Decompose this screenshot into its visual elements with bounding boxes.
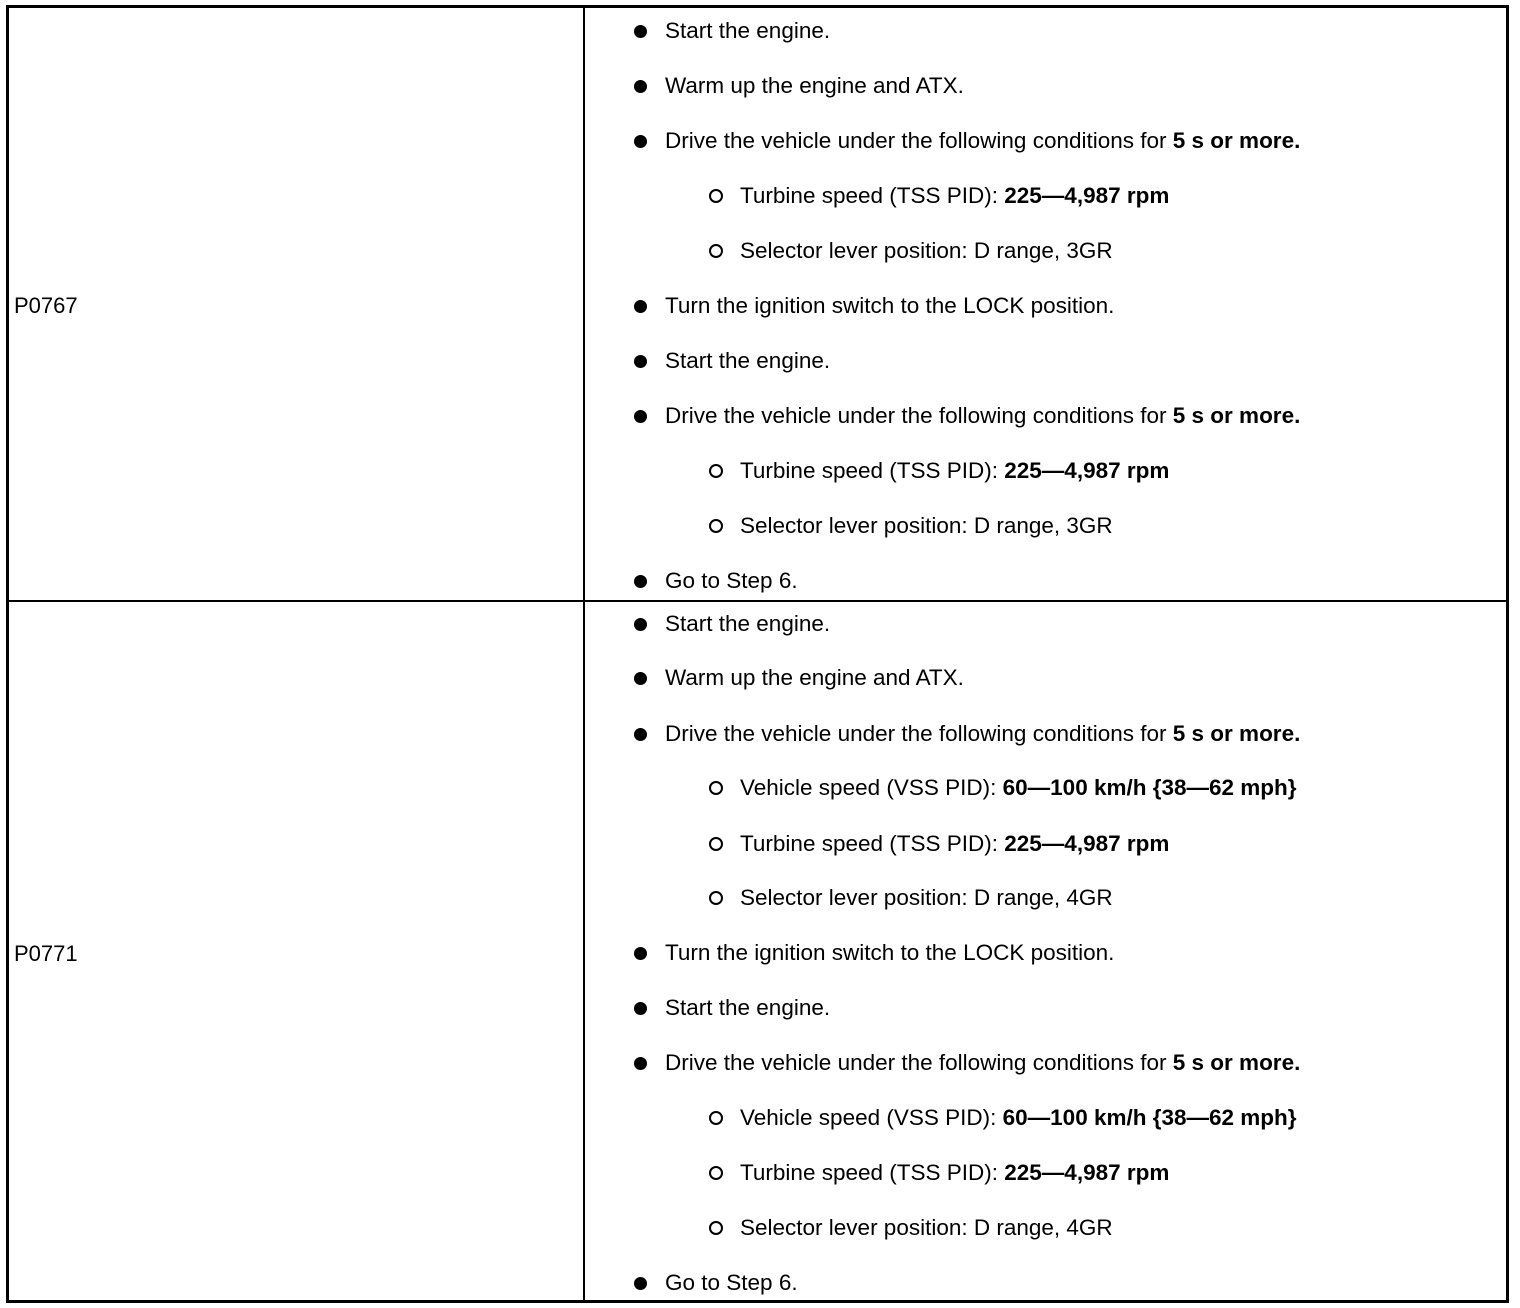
procedure-step: Go to Step 6.	[665, 1270, 798, 1296]
bullet-icon	[634, 80, 647, 93]
bullet-icon	[634, 1057, 647, 1070]
procedure-step: Turn the ignition switch to the LOCK position.	[665, 940, 1114, 966]
procedure-steps-cell	[585, 8, 1506, 600]
procedure-step: Drive the vehicle under the following conditions for 5 s or more.	[665, 721, 1300, 747]
bullet-icon	[634, 355, 647, 368]
bullet-icon	[634, 1277, 647, 1290]
bullet-icon	[634, 672, 647, 685]
circle-bullet-icon	[709, 189, 723, 203]
table-row	[9, 602, 1506, 1300]
procedure-step: Start the engine.	[665, 18, 830, 44]
circle-bullet-icon	[709, 1166, 723, 1180]
dtc-code-cell	[9, 8, 585, 600]
procedure-step: Warm up the engine and ATX.	[665, 665, 964, 691]
procedure-substep: Vehicle speed (VSS PID): 60—100 km/h {38—62 mph}	[740, 1105, 1297, 1131]
circle-bullet-icon	[709, 891, 723, 905]
bullet-icon	[634, 1002, 647, 1015]
dtc-code: P0767	[14, 293, 78, 318]
procedure-step: Start the engine.	[665, 348, 830, 374]
procedure-table	[6, 5, 1509, 1303]
circle-bullet-icon	[709, 781, 723, 795]
bullet-icon	[634, 410, 647, 423]
procedure-substep: Vehicle speed (VSS PID): 60—100 km/h {38—62 mph}	[740, 775, 1297, 801]
bullet-icon	[634, 575, 647, 588]
procedure-step: Drive the vehicle under the following conditions for 5 s or more.	[665, 128, 1300, 154]
bullet-icon	[634, 300, 647, 313]
procedure-step: Warm up the engine and ATX.	[665, 73, 964, 99]
circle-bullet-icon	[709, 837, 723, 851]
bullet-icon	[634, 135, 647, 148]
procedure-substep: Turbine speed (TSS PID): 225—4,987 rpm	[740, 1160, 1169, 1186]
procedure-steps-cell	[585, 602, 1506, 1300]
procedure-substep: Selector lever position: D range, 4GR	[740, 1215, 1113, 1241]
procedure-substep: Turbine speed (TSS PID): 225—4,987 rpm	[740, 458, 1169, 484]
dtc-code: P0771	[14, 941, 78, 966]
procedure-step: Turn the ignition switch to the LOCK position.	[665, 293, 1114, 319]
procedure-substep: Selector lever position: D range, 3GR	[740, 513, 1113, 539]
table-row	[9, 8, 1506, 602]
procedure-substep: Selector lever position: D range, 4GR	[740, 885, 1113, 911]
circle-bullet-icon	[709, 1221, 723, 1235]
bullet-icon	[634, 618, 647, 631]
procedure-step: Start the engine.	[665, 611, 830, 637]
procedure-substep: Turbine speed (TSS PID): 225—4,987 rpm	[740, 831, 1169, 857]
procedure-step: Drive the vehicle under the following conditions for 5 s or more.	[665, 1050, 1300, 1076]
procedure-step: Drive the vehicle under the following conditions for 5 s or more.	[665, 403, 1300, 429]
circle-bullet-icon	[709, 464, 723, 478]
circle-bullet-icon	[709, 519, 723, 533]
circle-bullet-icon	[709, 244, 723, 258]
bullet-icon	[634, 947, 647, 960]
circle-bullet-icon	[709, 1111, 723, 1125]
bullet-icon	[634, 25, 647, 38]
procedure-step: Start the engine.	[665, 995, 830, 1021]
procedure-substep: Selector lever position: D range, 3GR	[740, 238, 1113, 264]
procedure-step: Go to Step 6.	[665, 568, 798, 594]
bullet-icon	[634, 728, 647, 741]
dtc-code-cell	[9, 602, 585, 1300]
procedure-substep: Turbine speed (TSS PID): 225—4,987 rpm	[740, 183, 1169, 209]
